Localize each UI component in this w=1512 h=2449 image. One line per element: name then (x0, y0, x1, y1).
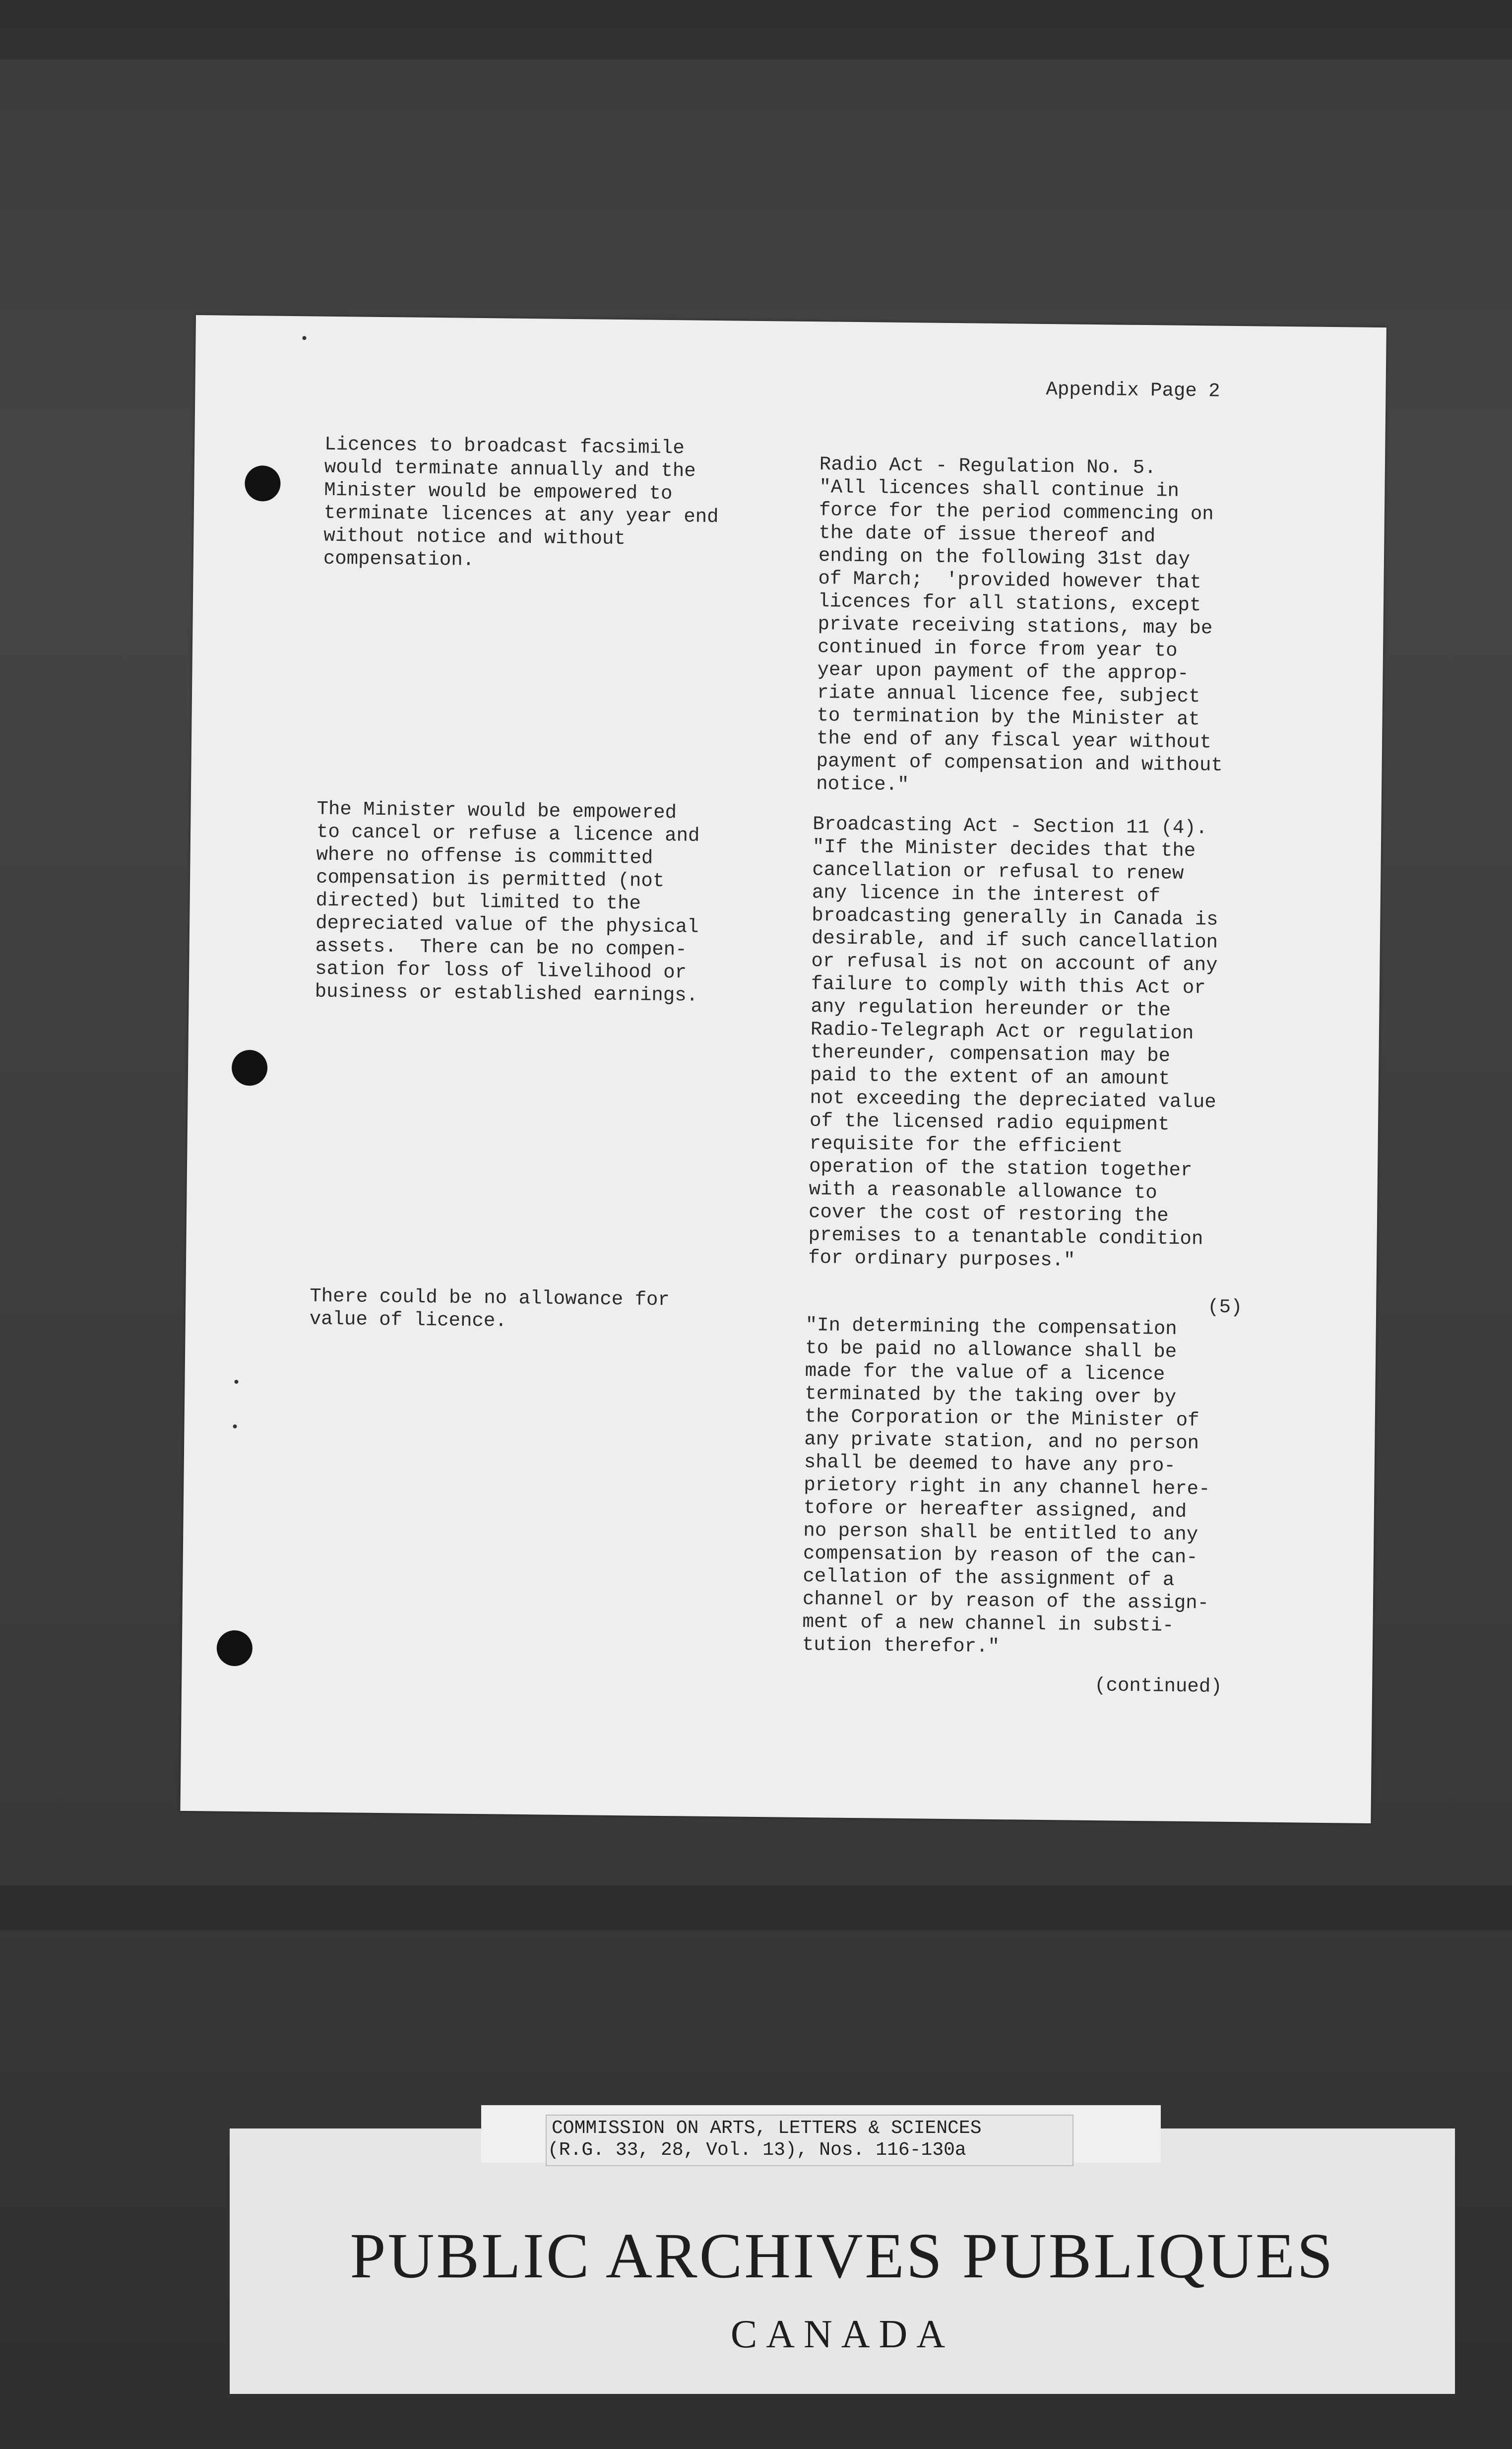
document-page (180, 315, 1386, 1823)
punch-hole-top (245, 465, 281, 502)
continued-note: (continued) (1094, 1675, 1222, 1698)
section-number: (5) (1207, 1296, 1243, 1319)
collection-label-line-1: COMMISSION ON ARTS, LETTERS & SCIENCES (552, 2118, 982, 2139)
collection-label-line-2: (R.G. 33, 28, Vol. 13), Nos. 116-130a (548, 2139, 966, 2161)
punch-hole-middle (232, 1050, 268, 1086)
archives-subtitle: CANADA (730, 2313, 954, 2356)
left-paragraph-1: Licences to broadcast facsimile would terminate annually and the Minister would be empowered to terminate licences at any year end without notice and without compensation. (323, 433, 719, 571)
speck (302, 336, 306, 340)
archives-title: PUBLIC ARCHIVES PUBLIQUES (350, 2220, 1335, 2292)
right-paragraph-1: Radio Act - Regulation No. 5. "All licences shall continue in force for the period commencing on the date of issue thereof and ending on the following 31st day of March; 'provided however that licences for all stations, except private receiving stations, may be continued in force from year to year upon payment of the approp- riate annual licence fee, subject to termination by the Minister at the end of any fiscal year without payment of compensation and without notice." (816, 453, 1223, 796)
left-paragraph-2: The Minister would be empowered to cancel or refuse a licence and where no offense is committed compensation is permitted (not directed) but limited to the depreciated value of the physical assets. There can be no compen- sation for loss of livelihood or business or established earnings. (315, 798, 700, 1007)
right-paragraph-2: Broadcasting Act - Section 11 (4). "If the Minister decides that the cancellation or refusal to renew any licence in the interest of broadcasting generally in Canada is desirable, and if such cancellation or refusal is not on account of any failure to comply with this Act or any regulation hereunder or the Radio-Telegraph Act or regulation thereunder, compensation may be paid to the extent of an amount not exceeding the depreciated value of the licensed radio equipment requisite for the efficient operation of the station together with a reasonable allowance to cover the cost of restoring the premises to a tenantable condition for ordinary purposes." (808, 813, 1218, 1272)
punch-hole-bottom (216, 1630, 252, 1667)
film-band-lower (0, 1885, 1512, 1930)
page-header: Appendix Page 2 (1046, 378, 1220, 402)
right-paragraph-3: "In determining the compensation to be paid no allowance shall be made for the value of a licence terminated by the taking over by the Corporation or the Minister of any private station, and no person shall be deemed to have any pro- prietory right in any channel here- tofore or hereafter assigned, and no person shall be entitled to any compensation by reason of the can- cellation of the assignment of a channel or by reason of the assign- ment of a new channel in substi- tution therefor." (802, 1314, 1210, 1658)
film-band-top (0, 0, 1512, 60)
speck (234, 1380, 238, 1384)
speck (233, 1424, 237, 1428)
left-paragraph-3: There could be no allowance for value of licence. (309, 1285, 670, 1332)
